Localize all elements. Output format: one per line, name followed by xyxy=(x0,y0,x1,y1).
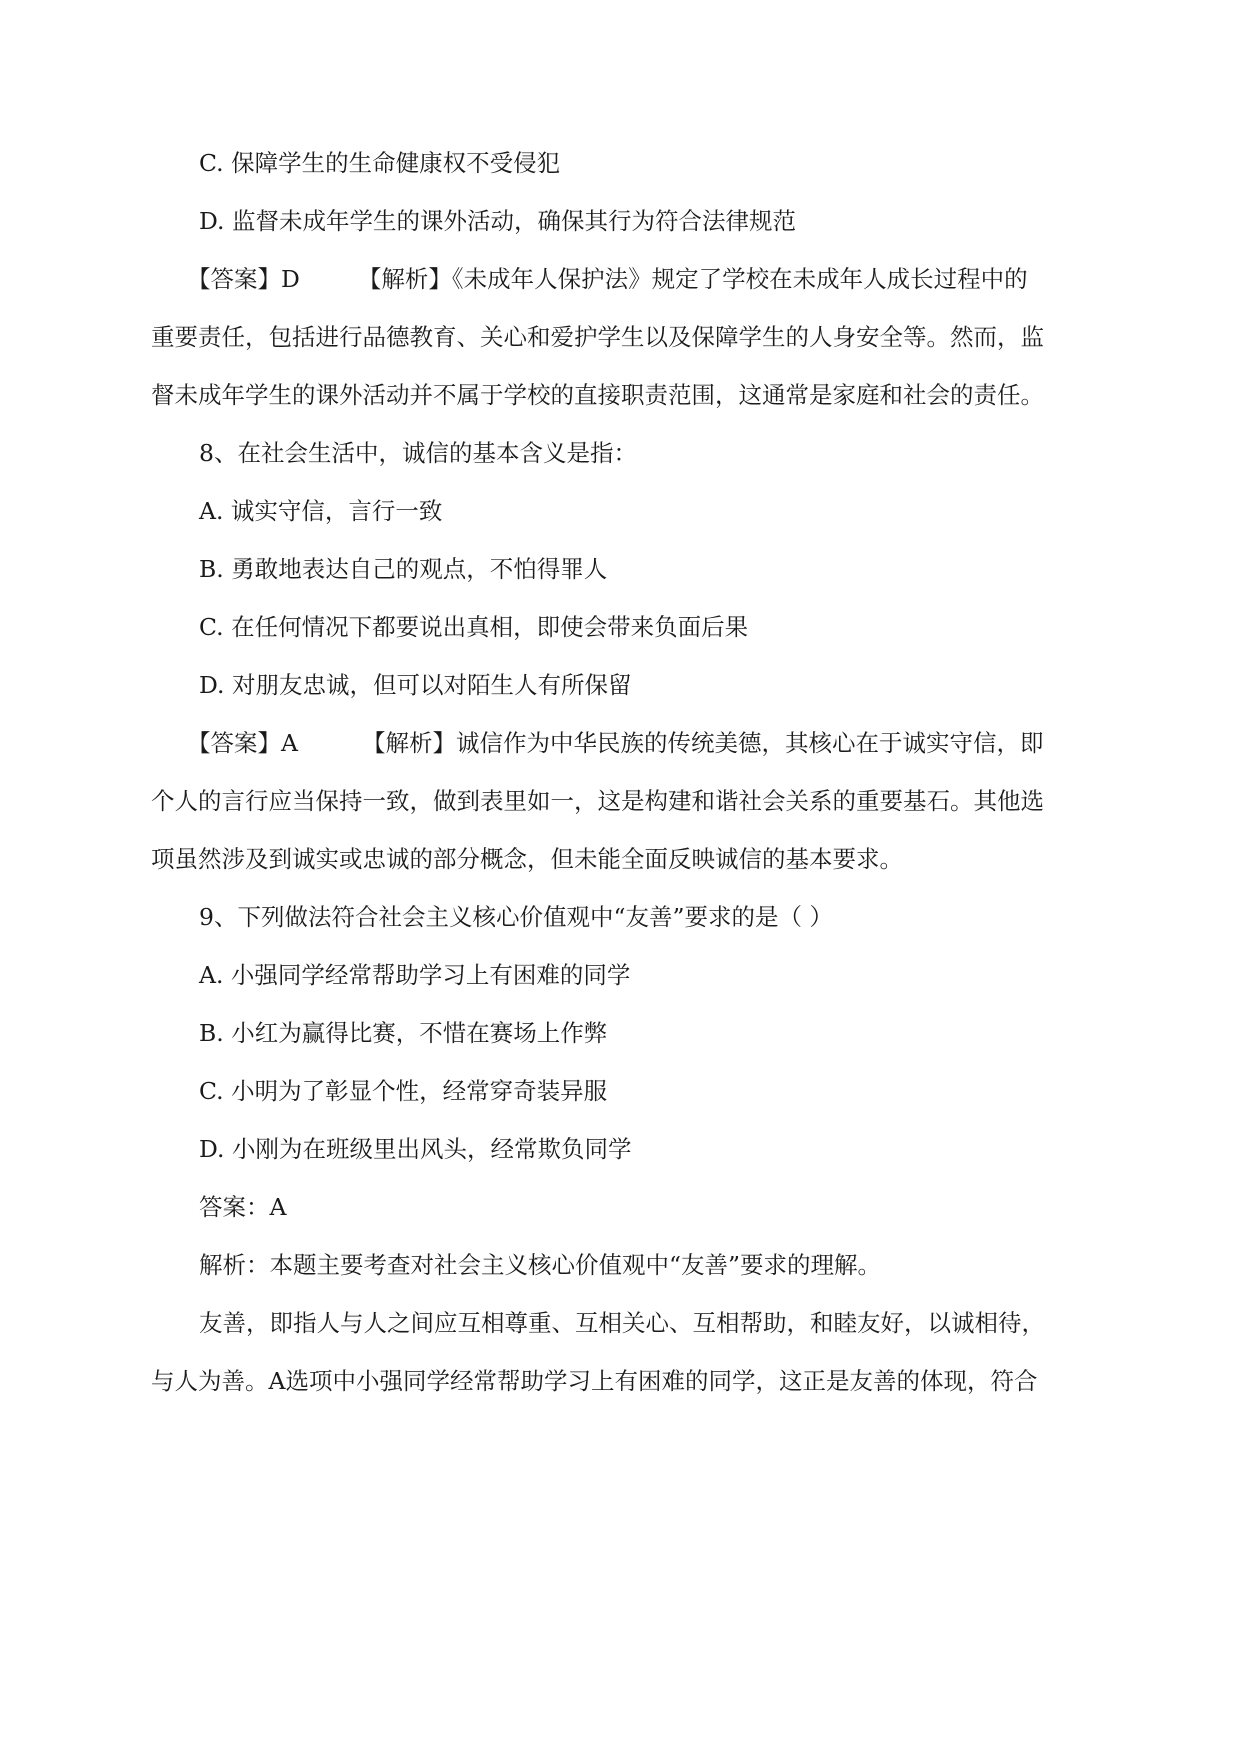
q8-answer-analysis-line1 xyxy=(187,729,1044,757)
q8-answer-label: 【答案】A xyxy=(187,729,298,757)
q9-analysis-line2: 与人为善。A选项中小强同学经常帮助学习上有困难的同学，这正是友善的体现，符合 xyxy=(151,1367,1038,1395)
q7-option-c: C. 保障学生的生命健康权不受侵犯 xyxy=(199,149,561,177)
q7-analysis-line3: 督未成年学生的课外活动并不属于学校的直接职责范围，这通常是家庭和社会的责任。 xyxy=(151,381,1044,409)
q9-option-a: A. 小强同学经常帮助学习上有困难的同学 xyxy=(199,961,631,989)
q8-option-d: D. 对朋友忠诚，但可以对陌生人有所保留 xyxy=(199,671,632,699)
q8-analysis-line3: 项虽然涉及到诚实或忠诚的部分概念，但未能全面反映诚信的基本要求。 xyxy=(151,845,903,873)
q7-answer-analysis-line1 xyxy=(187,265,1028,293)
q7-answer-label: 【答案】D xyxy=(187,265,300,293)
q9-stem: 9、下列做法符合社会主义核心价值观中“友善”要求的是（ ） xyxy=(199,903,833,931)
q9-option-d: D. 小刚为在班级里出风头，经常欺负同学 xyxy=(199,1135,632,1163)
q7-option-d: D. 监督未成年学生的课外活动，确保其行为符合法律规范 xyxy=(199,207,796,235)
q8-stem: 8、在社会生活中，诚信的基本含义是指： xyxy=(199,439,637,467)
q7-analysis-text: 【解析】《未成年人保护法》规定了学校在未成年人成长过程中的 xyxy=(357,265,1028,293)
q8-option-b: B. 勇敢地表达自己的观点，不怕得罪人 xyxy=(199,555,608,583)
q7-analysis-line2: 重要责任，包括进行品德教育、关心和爱护学生以及保障学生的人身安全等。然而，监 xyxy=(151,323,1044,351)
q9-analysis-intro: 解析：本题主要考查对社会主义核心价值观中“友善”要求的理解。 xyxy=(199,1251,882,1279)
q8-analysis-line2: 个人的言行应当保持一致，做到表里如一，这是构建和谐社会关系的重要基石。其他选 xyxy=(151,787,1044,815)
q8-analysis-text: 【解析】诚信作为中华民族的传统美德，其核心在于诚实守信，即 xyxy=(361,729,1044,757)
q9-option-c: C. 小明为了彰显个性，经常穿奇装异服 xyxy=(199,1077,608,1105)
q8-option-c: C. 在任何情况下都要说出真相，即使会带来负面后果 xyxy=(199,613,749,641)
q9-option-b: B. 小红为赢得比赛，不惜在赛场上作弊 xyxy=(199,1019,608,1047)
q8-option-a: A. 诚实守信，言行一致 xyxy=(199,497,443,525)
q9-answer: 答案：A xyxy=(199,1193,287,1221)
q9-analysis-line1: 友善，即指人与人之间应互相尊重、互相关心、互相帮助，和睦友好，以诚相待， xyxy=(199,1309,1045,1337)
